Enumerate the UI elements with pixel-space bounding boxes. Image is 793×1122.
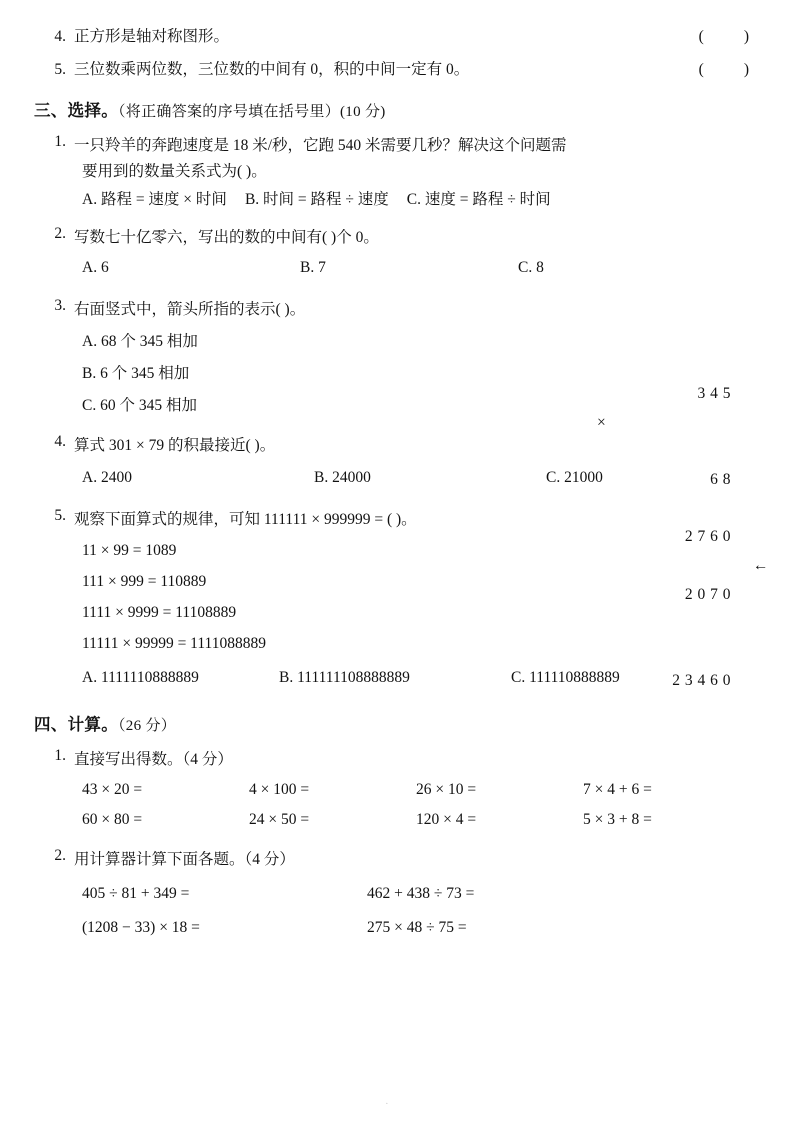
question-4-2: [34, 847, 750, 937]
item-number: 3.: [54, 297, 66, 314]
option-a[interactable]: A. 2400: [82, 469, 132, 486]
option-a[interactable]: A. 路程 = 速度 × 时间: [82, 191, 227, 208]
calc-item[interactable]: 120 × 4 =: [416, 811, 477, 828]
calc-item[interactable]: 7 × 4 + 6 =: [583, 781, 652, 798]
calc-item[interactable]: 405 ÷ 81 + 349 =: [82, 885, 190, 902]
question-text[interactable]: 写数七十亿零六，写出的数的中间有( )个 0。: [74, 229, 379, 246]
item-number: 4.: [54, 433, 66, 450]
calc-item[interactable]: 60 × 80 =: [82, 811, 143, 828]
footer-mark: ·: [385, 1098, 389, 1110]
answer-blank[interactable]: ( ): [698, 61, 750, 78]
option-b[interactable]: B. 24000: [314, 469, 371, 486]
pattern-line: 11 × 99 = 1089: [82, 542, 177, 559]
option-c[interactable]: C. 60 个 345 相加: [82, 397, 197, 414]
section-heading-four: [34, 711, 750, 735]
figure-row-multiplier: [589, 409, 769, 524]
calc-item[interactable]: 4 × 100 =: [249, 781, 310, 798]
option-c[interactable]: C. 8: [518, 259, 544, 276]
option-c[interactable]: C. 21000: [546, 469, 603, 486]
figure-partial-2-digits: 2 0 7 0: [684, 585, 731, 603]
section-heading-three: [34, 97, 750, 121]
option-b[interactable]: B. 111111108888889: [279, 669, 410, 686]
question-text[interactable]: 算式 301 × 79 的积最接近( )。: [74, 437, 276, 454]
item-number: 1.: [54, 133, 66, 150]
item-number: 4.: [54, 28, 66, 45]
item-number: 2.: [54, 225, 66, 242]
item-number: 5.: [54, 507, 66, 524]
question-4-1: [34, 747, 750, 829]
pattern-line: 111 × 999 = 110889: [82, 573, 207, 590]
vertical-multiplication-figure: [589, 380, 769, 695]
calc-row: [34, 781, 750, 799]
options-row: [34, 187, 750, 209]
figure-row-partial-1: 2 7 6 0: [684, 528, 731, 546]
question-text: 直接写出得数。（4 分）: [74, 751, 233, 768]
question-text: 用计算器计算下面各题。（4 分）: [74, 851, 295, 868]
item-number: 5.: [54, 61, 66, 78]
option-c[interactable]: C. 速度 = 路程 ÷ 时间: [406, 191, 551, 208]
calc-row: [34, 811, 750, 829]
calc-item[interactable]: 462 + 438 ÷ 73 =: [367, 885, 475, 902]
option-a[interactable]: A. 68 个 345 相加: [82, 333, 198, 350]
truefalse-item: [34, 57, 750, 79]
section-three-note: （将正确答案的序号填在括号里）(10 分): [118, 104, 386, 120]
options-row: [34, 259, 750, 277]
multiply-sign: ×: [597, 413, 607, 431]
item-text: 三位数乘两位数，三位数的中间有 0，积的中间一定有 0。: [74, 61, 470, 78]
section-three-title: 三、选择。: [34, 101, 118, 120]
section-four-note: （26 分）: [118, 718, 177, 734]
figure-row-partial-2: [589, 552, 769, 667]
calc-item[interactable]: 43 × 20 =: [82, 781, 143, 798]
truefalse-group: [34, 24, 750, 79]
calc-item[interactable]: 26 × 10 =: [416, 781, 477, 798]
pattern-line: 11111 × 99999 = 1111088889: [82, 635, 266, 652]
pattern-line: 1111 × 9999 = 11108889: [82, 604, 237, 621]
option-a[interactable]: A. 1111110888889: [82, 669, 199, 686]
option-b[interactable]: B. 6 个 345 相加: [82, 365, 190, 382]
option-a[interactable]: A. 6: [82, 259, 109, 276]
truefalse-item: [34, 24, 750, 46]
figure-multiplier-digits: 6 8: [710, 471, 731, 489]
option-b[interactable]: B. 时间 = 路程 ÷ 速度: [244, 191, 389, 208]
question-text[interactable]: 右面竖式中，箭头所指的表示( )。: [74, 301, 306, 318]
question-3-1: [34, 133, 750, 209]
question-3-2: [34, 225, 750, 277]
question-text: 一只羚羊的奔跑速度是 18 米/秒，它跑 540 米需要几秒？解决这个问题需: [74, 137, 567, 154]
arrow-left-icon: ←: [753, 557, 769, 575]
item-number: 2.: [54, 847, 66, 864]
question-text-cont[interactable]: 要用到的数量关系式为( )。: [82, 163, 267, 180]
figure-row-product: 2 3 4 6 0: [672, 671, 731, 689]
calc-item[interactable]: 5 × 3 + 8 =: [583, 811, 652, 828]
item-number: 1.: [54, 747, 66, 764]
question-text[interactable]: 观察下面算式的规律，可知 111111 × 999999 = ( )。: [74, 511, 417, 528]
answer-blank[interactable]: ( ): [698, 28, 750, 45]
option-b[interactable]: B. 7: [300, 259, 326, 276]
figure-row-multiplicand: 3 4 5: [697, 385, 731, 402]
calc-row: [34, 885, 750, 903]
calc-item[interactable]: (1208 − 33) × 18 =: [82, 919, 200, 936]
option-c[interactable]: C. 111110888889: [511, 669, 620, 686]
calc-row: [34, 919, 750, 937]
item-text: 正方形是轴对称图形。: [74, 28, 230, 45]
section-four-title: 四、计算。: [34, 715, 118, 734]
calc-item[interactable]: 24 × 50 =: [249, 811, 310, 828]
calc-item[interactable]: 275 × 48 ÷ 75 =: [367, 919, 467, 936]
